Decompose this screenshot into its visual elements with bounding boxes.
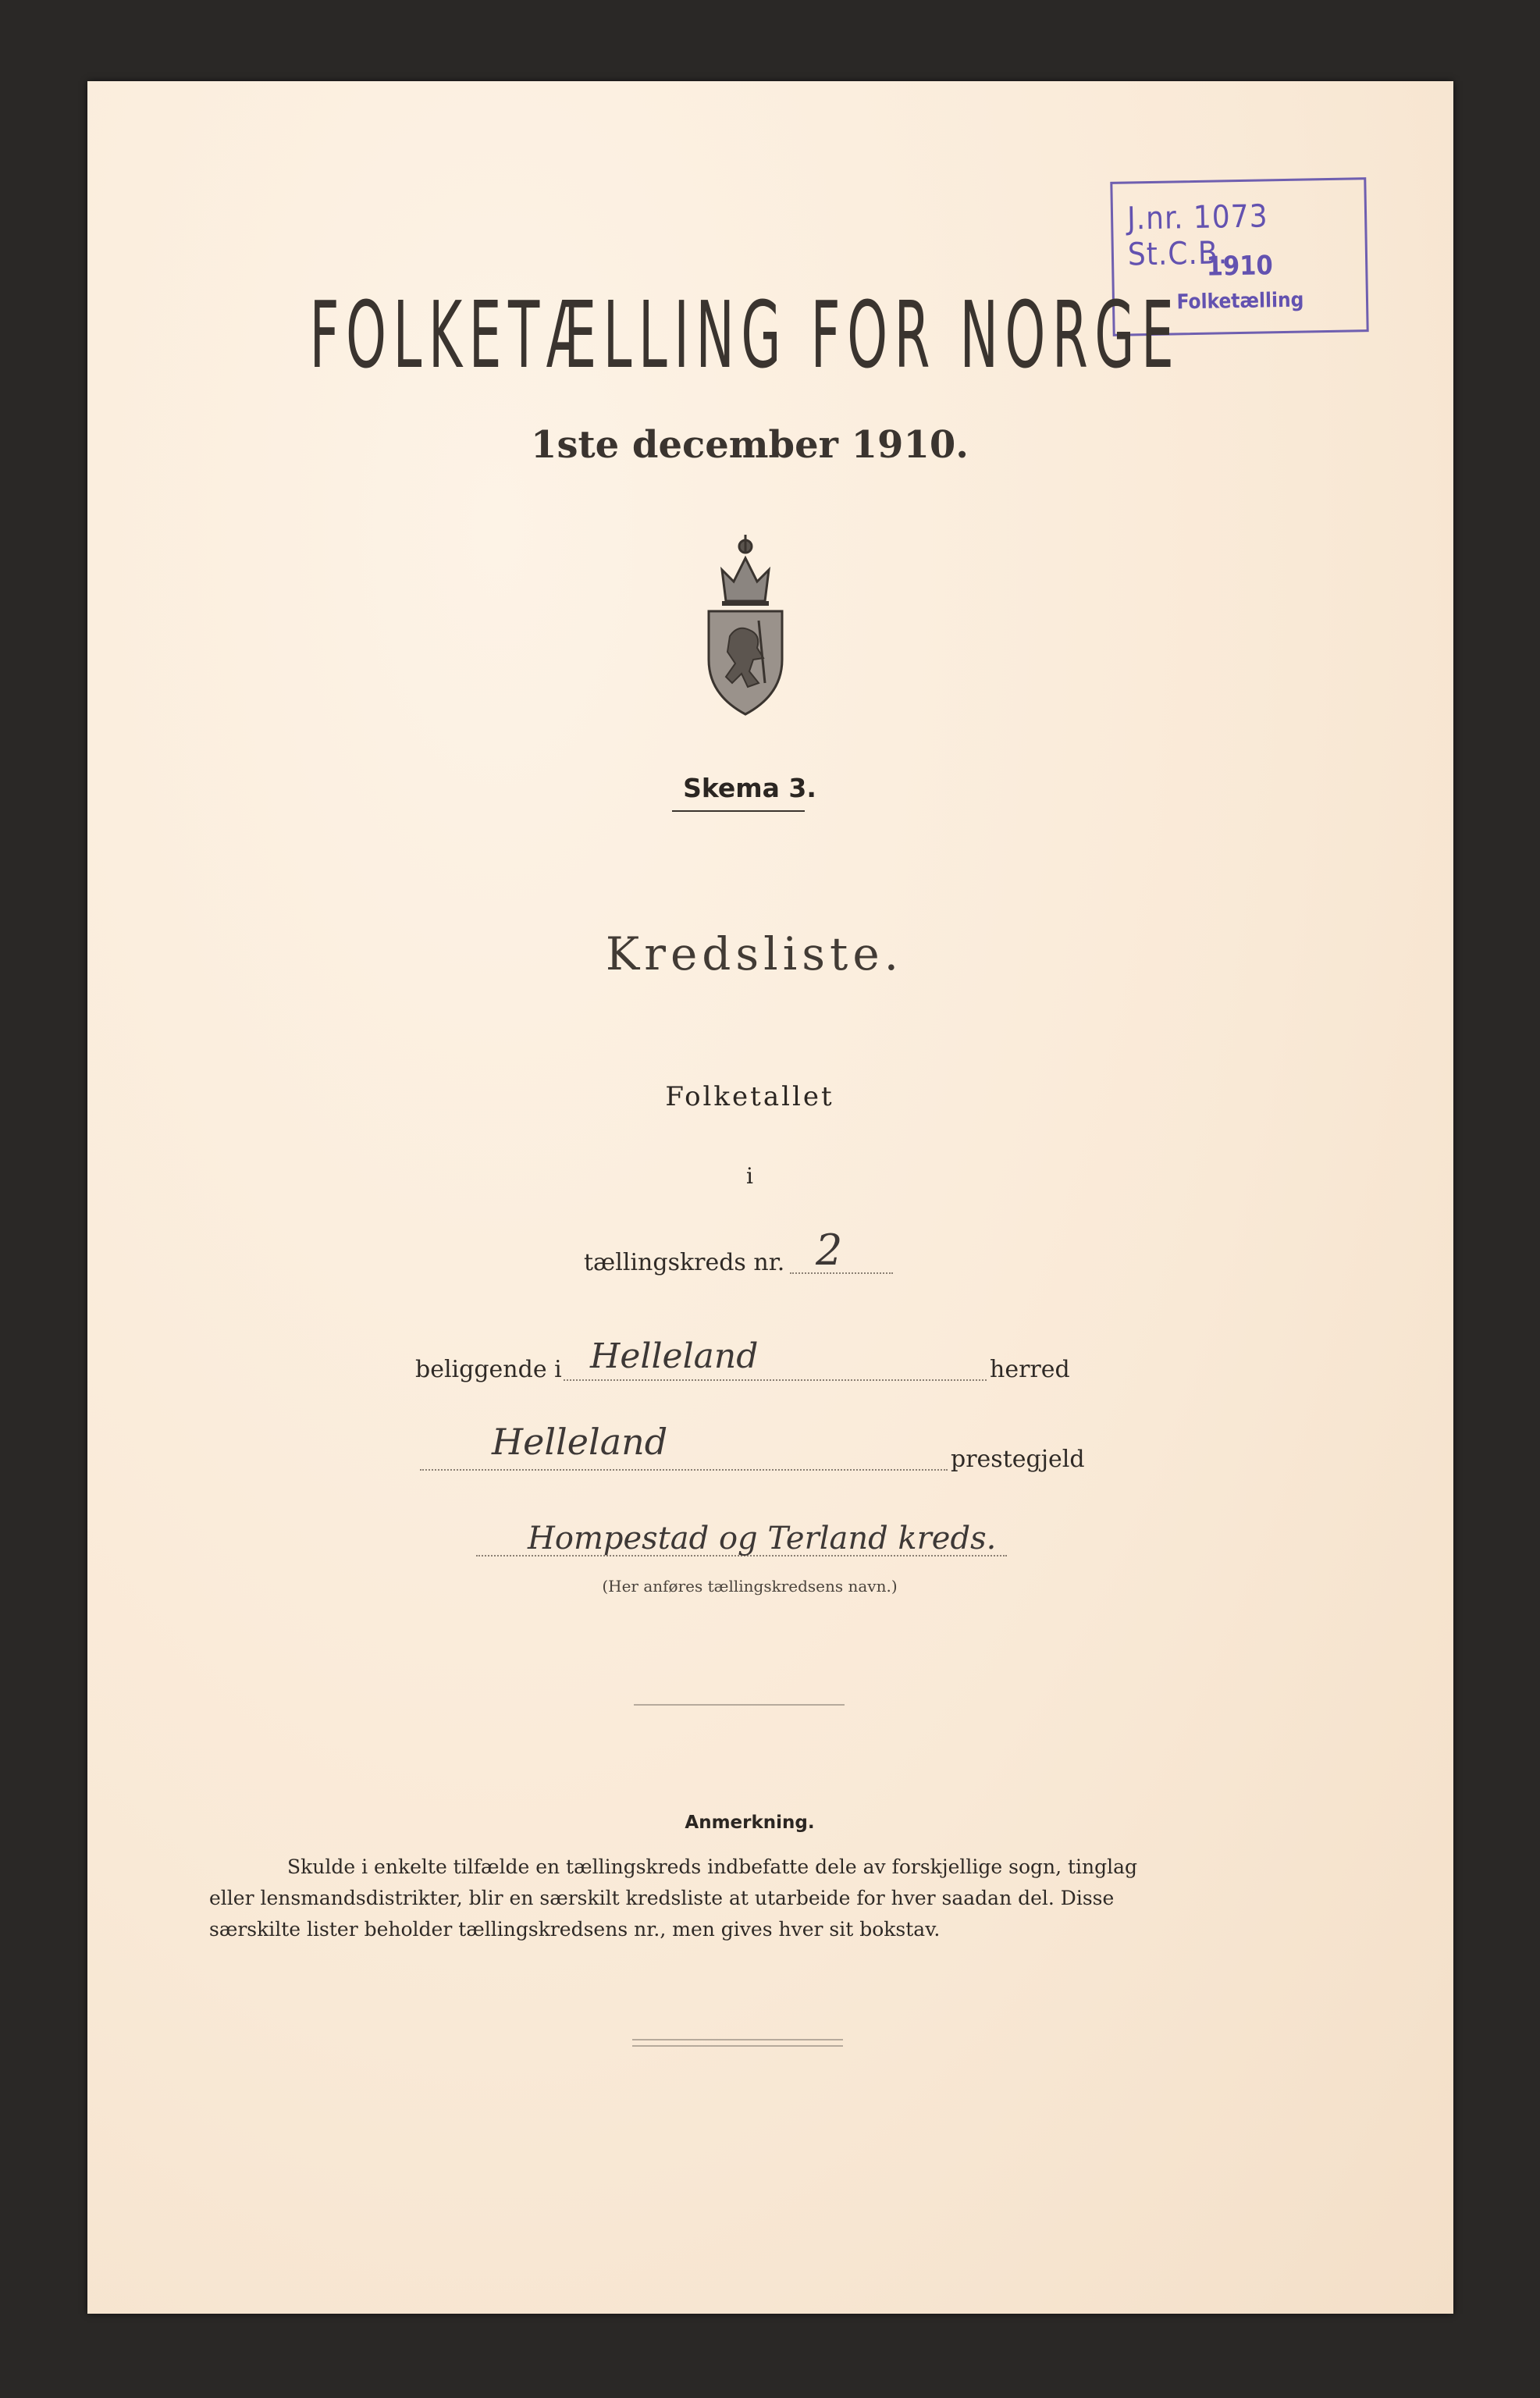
population-label: Folketallet [665,1081,834,1112]
divider-double-top [632,2039,843,2040]
census-form-page [87,81,1453,2314]
herred-handwritten: Helleland [590,1336,759,1376]
form-title: FOLKETÆLLING FOR NORGE [309,281,1181,389]
list-title: Kredsliste. [605,927,904,980]
stamp-line-3: Folketælling [1176,288,1304,315]
census-date: 1ste december 1910. [531,423,969,467]
remark-text [209,1852,1271,1945]
herred-label: herred [990,1356,1070,1383]
stamp-line-2: 1910 [1206,250,1274,283]
remark-line-3: særskilte lister beholder tællingskredsens nr., men gives hver sit bokstav. [209,1918,941,1941]
in-label: i [746,1163,753,1189]
schema-number: Skema 3. [683,773,816,803]
parish-field [420,1469,948,1471]
district-name-note: (Her anføres tællingskredsens navn.) [602,1577,898,1596]
divider-double-bottom [632,2045,843,2047]
coat-of-arms-icon [687,527,804,718]
herred-field [564,1379,987,1381]
district-number-label: tællingskreds nr. [584,1249,785,1276]
remark-title: Anmerkning. [685,1813,815,1833]
remark-line-2: eller lensmandsdistrikter, blir en særskilt kredsliste at utarbeide for hver saadan del. Disse [209,1887,1115,1909]
parish-handwritten: Helleland [492,1421,668,1463]
district-number-handwritten: 2 [816,1226,843,1275]
located-in-label: beliggende i [415,1356,562,1383]
district-name-handwritten: Hompestad og Terland kreds. [528,1521,997,1557]
divider-short [634,1704,845,1706]
parish-label: prestegjeld [951,1446,1085,1473]
schema-underline [672,810,805,812]
stamp-line-1: J.nr. 1073 St.C.B. [1126,198,1268,273]
remark-line-1: Skulde i enkelte tilfælde en tællingskreds indbefatte dele av forskjellige sogn, tinglag [287,1855,1138,1878]
